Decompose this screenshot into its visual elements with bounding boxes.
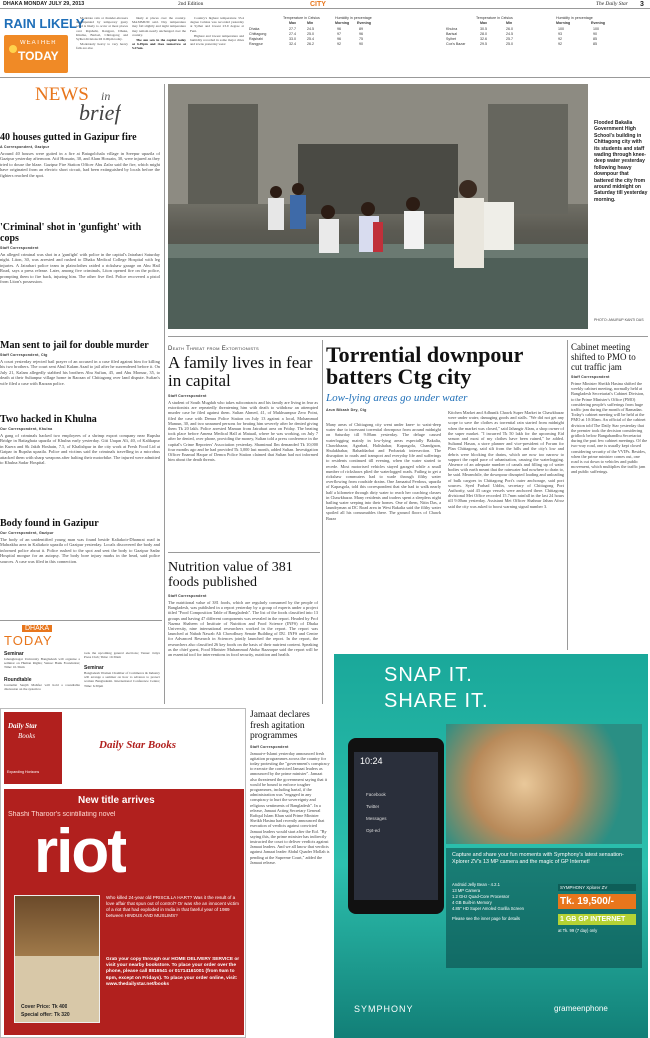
riot-book-ad [0,708,246,1038]
special-offer: Special offer: Tk 320 [21,1012,70,1018]
wx-hdr-morning: Morning [335,21,350,25]
masthead-paper: The Daily Star [596,1,628,7]
weather-col-3 [190,16,244,74]
ad-note: Please see the inner page for details [452,916,520,921]
column-divider [164,84,165,704]
torrential-col-1: Many areas of Chittagong city went under knee- to waist-deep water due to incessant torrential downpour from around midnight on Saturday till 9.00am yesterday. The deluge caused waterlogging mainly in low-lying areas especially Bakalia, Chawkbazar, Agrabad, Halishahar, Kapasgola, Chandgaon, Shulakbahar, Bahaddarhat and Probartak intersection. The disruption to roads and transport and everyday life and sufferings to residents continued till evening, when the water started to recede. Most motorised vehicles stayed garaged while a small number of rickshaws plied the waterlogged roads. Failing to get a rickshaw commuters had to wade through filthy water overflowing from roadside drains. One Jamaatul Ferdous, upazila of Kapasgola, told this correspondent that she had to walk nearly half a kilometre through dirty water to reach her coaching classes in Chawkbazar. Many residents and traders spent a sleepless night bailing water seeping into their homes. One of them, Nitin Das, a laundryman at DC Road area in West Bakalia said the filthy water spoiled all his consumables there. The ground floors of Chawk Bazar [326,422,441,521]
dhaka-today-small: DHAKA [22,625,52,632]
daily-star-books-logo [4,712,62,784]
torrential-story [326,340,564,650]
riot-red-panel [4,789,244,1035]
cabinet-headline: Cabinet meeting shifted to PMO to cut traffic jam [571,342,636,372]
torrential-deck: Low-lying areas go under water [326,392,468,404]
brand-title: Daily Star Books [99,739,177,751]
wx-hdr-morning-r: Morning [556,21,571,25]
weather-para2b: The sun sets in the capital today at 6.49pm and rises tomorrow at 5.27am. [132,38,186,51]
brief-byline: Staff Correspondent [0,246,39,250]
nutrition-body: The nutritional value of 381 foods, which are regularly consumed by the people of Bangladesh, was published in a report yesterday by a group of experts under a project titled "Food Composition Table of Bangladesh". The list of the foods classified into 13 groups and having 47 different components was revealed in the report. Headed by Prof Nazma Shaheen of Institute of Nutrition and Food Science (INFS) of Dhaka University, nine international researchers worked in the report. The report was launched at Nabab Nawab Ali Chowdhury Senate Building of DU. INFS and Centre for Advanced Research in Sciences jointly launched the report. In the report, the researchers also classified 26 key foods on the basis of their nutrient content. Speaking as the chief guest, Food Minister Muhammad Abdur Razzaque said the report will be an essential tool for interventions in food security, nutrition and health. [168,600,318,658]
symphony-ad [334,654,648,1038]
ad-data-sub: at Tk. 99 (7 day) only [558,928,598,933]
brief-title-brief: brief [79,100,121,125]
phone-time: 10:24 [360,756,383,766]
nutrition-byline: Staff Correspondent [168,594,207,598]
torrential-byline: Arun Bikash Dey, Ctg [326,408,367,412]
news-in-brief-header [35,84,160,126]
brief-headline: Man sent to jail for double murder [0,340,149,351]
column-divider-2 [322,340,323,704]
masthead-page: 3 [640,1,644,8]
jamaat-byline: Staff Correspondent [250,744,289,749]
dhaka-event-2 [4,677,80,703]
feature-item: 13 MP Camera [452,888,481,893]
phone-image [348,738,444,914]
cabinet-story [571,342,648,650]
event-text: Jahangirnagar University Bangladesh will organise a seminar on Human Rights; Venue: Bank Foundation; Time: 10.30am [4,657,80,670]
brief-story-2 [0,222,160,334]
event-text: Journalist Sanjib Mahfuz will hold a roundtable discussion on the system to [4,683,80,692]
extortion-divider [168,552,320,553]
brief-headline: Body found in Gazipur [0,518,99,529]
logo-line-1: Daily Star [8,722,38,730]
brief-story-4 [0,414,160,520]
dhaka-today-big: TODAY [4,633,53,647]
brief-title-in: in [101,89,111,103]
sun-cloud-icon [7,43,19,55]
dhaka-event-3 [84,665,160,703]
feature-item: 4.85" HD Super Amoled Gorilla Screen [452,906,525,911]
phone-menu-item: Twitter [366,804,380,809]
event-type: Seminar [4,651,24,657]
brief-headline: 'Criminal' shot in 'gunfight' with cops [0,222,142,244]
logo-line-2: Books [18,732,36,740]
dhaka-event-1 [4,651,80,675]
book-cover [14,895,100,1023]
dhaka-today-logo [4,625,70,647]
photo-divider [168,336,648,337]
ad-data-offer: 1 GB GP INTERNET [558,914,636,925]
jamaat-story [250,708,330,1038]
wx-hdr-max: Max [289,21,296,25]
weather-table-left: Temperature in Celsius Humidity in percentage Max Min Morning Evening Dhaka 27.7 24.5 96 89 Chittagong 27.4 25.0 97 96 Rajshahi 33.0 25.4 96 75 Rangpur 32.4 26.2 92 90 [249,16,372,46]
weather-para2: likely at places over the country. MAXIMUM said. Day temperature may fall slightly and night temperature may remain nearly unchanged over the country. [132,16,186,37]
brief-title-news: NEWS [35,84,89,105]
book-blurb: Who killed 24-year old PRISCILLA HART? Was it the result of a love affair that spun out of control? Or was she an innocent victim of a riot that had exploded in India in that fateful year of 1989 between HINDUS AND MUSLIMS? [106,895,239,918]
torrential-headline: Torrential downpour batters Ctg city [326,342,524,389]
cover-art [15,896,100,956]
weather-para3b: Highest and lowest temperature and humidity recorded in some major cities and towns yesterday were: [190,33,244,47]
wx-hdr-temp: Temperature in Celsius [283,16,320,20]
wx-hdr-temp-r: Temperature in Celsius [476,16,513,20]
weather-today-badge [4,35,68,73]
extortion-story [168,342,318,550]
weather-col-2 [132,16,186,74]
masthead-bar [0,0,650,9]
extortion-headline: A family lives in fear in capital [168,353,313,390]
event-type: Seminar [84,665,104,671]
wx-hdr-max-r: Max [480,21,487,25]
column-divider-3 [567,340,568,650]
weather-title: RAIN LIKELY [4,16,85,31]
weather-strip [0,10,650,78]
masthead-section: CITY [310,1,326,8]
gp-brand: grameenphone [554,1004,608,1013]
brief-byline: Our Correspondent, Gazipur [0,531,54,535]
event-type: Roundtable [4,677,32,683]
event-text: took the upcoming general elections; Venue: Jatiya Press Club; Time: 10.30am [84,651,160,660]
ad-snap: SNAP IT. [384,664,473,686]
brief-body: An alleged criminal was shot in a 'gunfight' with police in the capital's Jatrabari Saturday night. Liton, 30, was arrested and rushed to Dhaka Medical College Hospital with leg injuries. A Jatrabari police team in plainclothes raided a rickshaw garage on Abu Hail Road, says a press release. Later, among five criminals, Liton opened fire on the police, prompting them to fire back, injuring him. The other five fled. Police recovered a pistol from Liton's possession. [0,252,160,285]
feature-item: 4 GB Built-in Memory [452,900,492,905]
brief-body: The body of an unidentified young man was found beside Kaliakoir-Dhamrai road in Mahrakha area in Kaliakoir upazila of Gazipur yesterday. Locals discovered the body and informed police about it. Police rushed to the spot and sent the body to Gazipur Sadar Hospital morgue for an autopsy. The body bore injury marks in the head, said police sources. A case was filed in this connection. [0,537,160,564]
masthead-date: DHAKA MONDAY JULY 29, 2013 [3,1,85,7]
brief-headline: 40 houses gutted in Gazipur fire [0,132,137,143]
news-in-brief-column [0,84,162,620]
brief-body: A court yesterday rejected bail prayer of an accused in a case filed against him for killing his two brothers. The court sent Abul Kalam Azad to jail after he surrendered before it. On July 21, Kalam allegedly stabbed his brothers Abu Sufian, 45, and Abu Monsur, 35, to death at their Sultanpur village home in Raozan of Chittagong over land dispute. Sufian's wife filed a case with Raozan police. [0,359,160,386]
weather-para1b: Moderately heavy to very heavy falls are also [76,42,128,51]
ad-info-box [446,848,642,968]
feature-item: Android Jelly Bean - 4.2.1 [452,882,500,887]
weather-para3: Country's highest temperature 33.4 degree Celsius was recorded yesterday at Sylhet and lowest 23.9 degree at Feni. [190,16,244,33]
wx-hdr-hum-r: Humidity in percentage [556,16,593,20]
cabinet-body: Prime Minister Sheikh Hasina shifted the weekly cabinet meeting, normally held at Bangladesh Secretariat's Cabinet Division, to the Prime Minister's Office (PMO) considering people's sufferings from huge traffic jam during the month of Ramadan. Today's cabinet meeting will be held at the PMO at 10:30am. An official of the cabinet division told The Daily Star yesterday that the premier took the decision considering gridlock below Bangabandhu Secretariat during the past few cabinet meetings. Of the two-way road, one is usually kept closed considering security of the VVIPs. Besides, when the prime minister comes out, one road is cut down to vehicles and public movement, which multiplies the traffic jam and public sufferings. [571,381,648,475]
phone-menu-item: Opt-ed [366,828,380,833]
torrential-col-2: Kitchen Market and Adhunik Chawk Super Market in Chawkbazar were under water, damaging goods and stalls. "We did not get any scope to save the clothes as torrential rain started from midnight when the market was closed," said Jahangir Alam, a shop owner of the super market. "I incurred Tk 50 lakh for the upcoming Eid season and most of my clothes have been ruined," he added. Sultanul Hasan, a store planner and vice-president of Forum for Plan Chittagong, said silt from the hills and the city's low and debris were blocking the drains, which are now too narrow to support the rapid pace of urbanisation, causing the waterlogging. Absence of an adequate number of canals and filling up of water bodies with earth meant that the rainwater had nowhere to drain to, he said. Meanwhile, the downpour disrupted loading and unloading of bulk cargoes in Chittagong Port's outer anchorage, said port sources. Syed Farhad Uddin, secretary of Chittagong Port Authority, said 43 cargo vessels were anchored there. Chittagong divisional Met Office recorded 15.7mm rainfall in the last 24 hours till 9.00am yesterday. Assistant Met Officer Shahnur Jahan Afroz said the city was asked to boost warning signal number 3. [448,410,564,509]
brief-headline: Two hacked in Khulna [0,414,97,425]
logo-tagline: Expanding Horizons [7,770,40,774]
wx-hdr-evening-r: Evening [591,21,605,25]
dhaka-today-box [0,620,162,704]
book-title: riot [34,821,126,883]
phone-screen [354,752,438,900]
phone-menu-item: Facebook [366,792,386,797]
weather-badge-bottom: TODAY [18,49,59,63]
photo-caption: Flooded Bakalia Government High School's building in Chittagong city with its students and staff wading through knee-deep water yesterday following heavy downpour that battered the city from around midnight on Saturday till yesterday morning. [594,120,648,203]
cover-price: Cover Price: Tk 400 [21,1004,68,1010]
wx-hdr-hum: Humidity in percentage [335,16,372,20]
order-info[interactable]: Grab your copy through our HOME DELIVERY SERVICE or visit your nearby bookstore. To place your order over the phone, please call 8816541 or 01714161001 (from 9am to 6pm, except on Fridays). To place your order online, visit: www.thedailystar.net/books [106,957,240,987]
weather-table-right: Temperature in Celsius Humidity in percentage Max Min Morning Evening Khulna 30.5 26.0 100 100 Barisal 28.0 24.5 93 90 Sylhet 32.6 25.7 92 85 Cox's Bazar 29.5 25.0 92 85 [446,16,605,46]
symphony-brand: SYMPHONY [354,1004,414,1014]
feature-item: 1.2 GHz Quad-Core Processor [452,894,510,899]
weather-para1: Moderate rain or thunder-showers accompanied by temporary gusty wind is likely to occur at most places over Rajshahi, Rangpur, Dhaka, Khulna, Barisal, Chittagong and Sylhet divisions till 6.00pm today. [76,16,128,42]
masthead-edition: 2nd Edition [178,1,204,7]
dhaka-event-4 [84,651,160,663]
event-text: Bangladesh Women Chamber of Commerce & Industry will arrange a seminar on how to advance to protect woman Bangladeshi. International Conference Centre; Time: 6.30pm [84,671,160,688]
photo-credit: PHOTO: ANURUP KANTI DAS [594,318,644,322]
friends-photo [446,724,642,844]
brief-byline: Our Correspondent, Khulna [0,427,53,431]
flood-photo-illustration [168,84,588,329]
wx-hdr-min: Min [307,21,314,25]
phone-menu-item: Messages [366,816,387,821]
nutrition-story [168,556,318,704]
brief-byline: Staff Correspondent, Ctg [0,353,48,357]
ad-share: SHARE IT. [384,690,489,712]
wx-hdr-evening: Evening [357,21,371,25]
extortion-byline: Staff Correspondent [168,394,207,398]
cabinet-byline: Staff Correspondent [571,375,610,379]
brief-body: Around 40 houses were gutted in a fire at Batagolchala village in Sreepur upazila of Gazipur yesterday afternoon. Atif Hossain, 30, and Alam Hossain, 30, were injured as they tried to douse the blaze. Gazipur Fire Station Officer Abu Zafar said the fire, which might have originated from an electric short circuit, had been extinguished by locals before the fighters reached the spot. [0,151,160,178]
brief-story-5 [0,518,160,618]
ad-body: Capture and share your fun moments with Symphony's latest sensation- Xplorer ZV's 13 MP camera and the magic of GP Internet! [452,852,624,865]
weather-badge-top: WEATHER [20,40,57,46]
weather-col-1 [76,16,128,74]
brief-body: A gang of criminals hacked two employees of a shrimp export company near Rupsha Bridge in Batiaghata upazila of Khulna early yesterday. Giti Uaqan Ali, 40, of Kalikapur in Kuera and Sk Jakib Hoshain, 7.5, of Khalishpur in the city work at Fresh Food Ltd at Gatpar in Rupsha upazila. Police and victims said the criminals travelling in a microbus attacked them with sharp weapons after halting their motorbike. The injured were admitted to Khulna Sadar Hospital. [0,433,160,466]
jamaat-headline: Jamaat declares fresh agitation programmes [250,710,310,741]
author-line: Shashi Tharoor's scintillating novel [8,811,116,818]
wx-hdr-min-r: Min [506,21,513,25]
extortion-kicker: Death Threat from Extortionists [168,346,260,352]
flood-photo [168,84,588,329]
jamaat-body: Jamaat-e-Islami yesterday announced fresh agitation programmes across the country for today protesting the "government's conspiracy to execute the convicted Jamaat leaders as announced by the prime minister". Jamaat also threatened the government saying that it would be bound to enforce tougher programmes, including hartal, if the administration was "engaged in any conspiracy to hurt the sovereignty and religious sentiments of Bangladesh". In a release, Jamaat Acting Secretary General Rafiqul Islam Khan said Prime Minister Sheikh Hasina had recently announced that execution of verdicts against convicted Jamaat leaders would start after the Eid. "By saying this, the prime minister has indirectly instructed the court to deliver verdicts against Jamaat leaders. And we all know that verdicts against Jamaat leader Abdul Quader Mollah is pending at the Supreme Court," added the Jamaat release. [250,750,330,865]
extortion-body: A student of South Mugdah who takes subcontracts and his family are living in fear as extortionists are repeatedly threatening him with death to withdraw an attempted murder case he filed against them. Sultan Ahmed, 41, of Mukhsumpur Zero Point, filed the case with Demra Police Station on July 13 against a local, Mohammad Mamun, 30, and two unnamed persons for beating him severely after he denied giving them Tk 20 lakh. Police arrested Mamun from Jatrabari area on Friday. The beating took place before Amena Medical Hall at Matuail, where he was working, on July 7 after he denied, over phone, providing the money, Sultan told a press conference in the capital's Crime Reporters' Association yesterday. Shamimul Ilm demanded Tk 10,000 four months ago and he had provided Tk 3,000 last month, added Sultan. Investigation Officer Enamul Haque of Demra Police Station claimed that Sultan had not informed him about the death threats. [168,400,318,463]
ad-model: SYMPHONY Xplorer ZV [558,884,636,891]
new-title-line: New title arrives [78,795,155,806]
nutrition-headline: Nutrition value of 381 foods published [168,560,293,590]
brief-byline: A Correspondent, Gazipur [0,145,50,149]
brief-story-1 [0,132,160,228]
ad-price: Tk. 19,500/- [558,894,636,909]
ad-features [452,882,552,922]
